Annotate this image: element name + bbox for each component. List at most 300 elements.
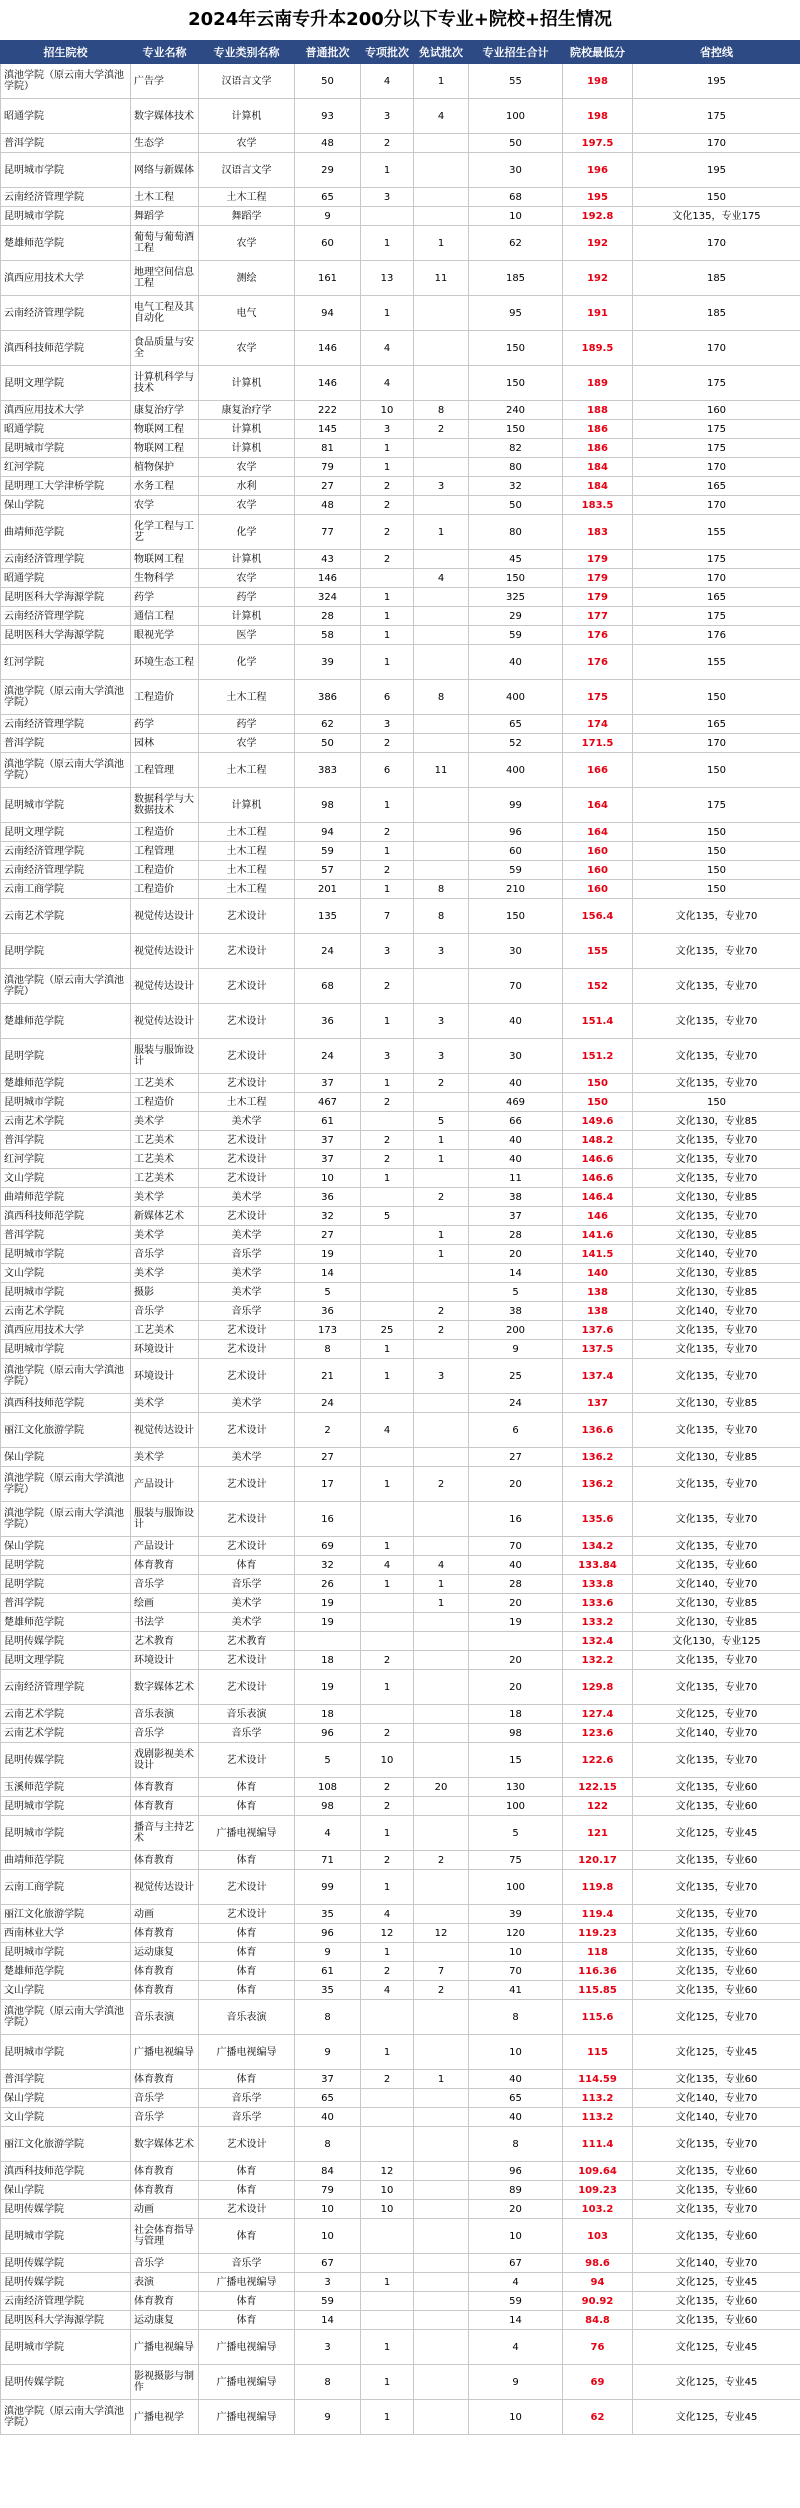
cell-exempt	[414, 2181, 469, 2200]
cell-min-score: 132.4	[563, 1632, 633, 1651]
table-row	[1, 1962, 800, 1981]
cell-exempt: 1	[414, 1150, 469, 1169]
cell-major: 植物保护	[131, 458, 199, 477]
cell-min-score: 133.6	[563, 1594, 633, 1613]
cell-total: 40	[469, 2108, 563, 2127]
cell-regular: 9	[295, 2400, 361, 2435]
cell-special: 1	[361, 588, 414, 607]
cell-major: 音乐学	[131, 1575, 199, 1594]
cell-school: 滇西应用技术大学	[1, 261, 131, 296]
cell-control-line: 文化125，专业45	[633, 2365, 800, 2400]
cell-major: 戏剧影视美术设计	[131, 1743, 199, 1778]
table-row	[1, 1039, 800, 1074]
cell-total: 100	[469, 1797, 563, 1816]
cell-regular: 60	[295, 226, 361, 261]
cell-min-score: 146.6	[563, 1169, 633, 1188]
cell-control-line: 175	[633, 607, 800, 626]
cell-special	[361, 1394, 414, 1413]
cell-school: 昆明理工大学津桥学院	[1, 477, 131, 496]
cell-special: 1	[361, 1670, 414, 1705]
cell-min-score: 175	[563, 680, 633, 715]
cell-special: 3	[361, 1039, 414, 1074]
cell-category: 艺术设计	[199, 1537, 295, 1556]
cell-category: 汉语言文学	[199, 153, 295, 188]
cell-school: 楚雄师范学院	[1, 226, 131, 261]
table-row	[1, 2292, 800, 2311]
cell-regular: 50	[295, 64, 361, 99]
cell-min-score: 129.8	[563, 1670, 633, 1705]
cell-control-line: 文化130，专业85	[633, 1613, 800, 1632]
cell-major: 新媒体艺术	[131, 1207, 199, 1226]
cell-regular: 96	[295, 1724, 361, 1743]
cell-exempt: 1	[414, 226, 469, 261]
cell-school: 昆明城市学院	[1, 1797, 131, 1816]
cell-regular: 67	[295, 2254, 361, 2273]
cell-major: 视觉传达设计	[131, 1870, 199, 1905]
table-row	[1, 2219, 800, 2254]
cell-major: 产品设计	[131, 1537, 199, 1556]
cell-min-score: 164	[563, 823, 633, 842]
cell-total: 40	[469, 2070, 563, 2089]
cell-major: 产品设计	[131, 1467, 199, 1502]
cell-regular: 201	[295, 880, 361, 899]
cell-min-score: 160	[563, 842, 633, 861]
cell-min-score: 192	[563, 226, 633, 261]
cell-special: 1	[361, 1074, 414, 1093]
cell-min-score: 183.5	[563, 496, 633, 515]
cell-school: 滇池学院（原云南大学滇池学院）	[1, 753, 131, 788]
cell-school: 滇池学院（原云南大学滇池学院）	[1, 680, 131, 715]
cell-major: 美术学	[131, 1188, 199, 1207]
cell-regular: 59	[295, 842, 361, 861]
table-row	[1, 1207, 800, 1226]
cell-major: 广告学	[131, 64, 199, 99]
cell-special: 13	[361, 261, 414, 296]
cell-control-line: 文化135，专业60	[633, 2181, 800, 2200]
page-title: 2024年云南专升本200分以下专业+院校+招生情况	[188, 9, 612, 30]
cell-min-score: 146.4	[563, 1188, 633, 1207]
cell-category: 美术学	[199, 1112, 295, 1131]
cell-category: 音乐学	[199, 1245, 295, 1264]
cell-category: 土木工程	[199, 823, 295, 842]
table-row	[1, 788, 800, 823]
cell-special	[361, 1264, 414, 1283]
cell-special: 4	[361, 331, 414, 366]
cell-major: 眼视光学	[131, 626, 199, 645]
cell-total: 10	[469, 207, 563, 226]
cell-category: 体育	[199, 1797, 295, 1816]
table-row	[1, 934, 800, 969]
cell-category: 广播电视编导	[199, 2273, 295, 2292]
cell-regular: 14	[295, 2311, 361, 2330]
cell-min-score: 115	[563, 2035, 633, 2070]
cell-exempt: 8	[414, 401, 469, 420]
cell-regular: 48	[295, 134, 361, 153]
cell-total: 25	[469, 1359, 563, 1394]
cell-school: 昆明城市学院	[1, 2219, 131, 2254]
cell-control-line: 文化140，专业70	[633, 1245, 800, 1264]
cell-total: 59	[469, 861, 563, 880]
cell-total: 6	[469, 1413, 563, 1448]
cell-special: 1	[361, 1359, 414, 1394]
cell-school: 滇西科技师范学院	[1, 331, 131, 366]
table-row	[1, 2200, 800, 2219]
cell-category: 艺术设计	[199, 1467, 295, 1502]
cell-major: 美术学	[131, 1394, 199, 1413]
cell-category: 艺术设计	[199, 1413, 295, 1448]
cell-school: 昆明医科大学海源学院	[1, 2311, 131, 2330]
cell-exempt	[414, 823, 469, 842]
cell-min-score: 122	[563, 1797, 633, 1816]
cell-regular: 65	[295, 188, 361, 207]
cell-major: 体育教育	[131, 1851, 199, 1870]
cell-major: 药学	[131, 715, 199, 734]
cell-category: 音乐表演	[199, 1705, 295, 1724]
table-row	[1, 2311, 800, 2330]
cell-exempt: 1	[414, 1575, 469, 1594]
cell-exempt	[414, 1632, 469, 1651]
cell-exempt	[414, 2219, 469, 2254]
cell-major: 广播电视编导	[131, 2330, 199, 2365]
table-row	[1, 645, 800, 680]
cell-regular: 19	[295, 1245, 361, 1264]
cell-major: 表演	[131, 2273, 199, 2292]
cell-exempt: 2	[414, 1981, 469, 2000]
cell-category: 体育	[199, 2311, 295, 2330]
cell-total: 185	[469, 261, 563, 296]
cell-regular: 146	[295, 331, 361, 366]
cell-school: 云南经济管理学院	[1, 715, 131, 734]
table-row	[1, 1651, 800, 1670]
cell-regular	[295, 1632, 361, 1651]
cell-category: 广播电视编导	[199, 2035, 295, 2070]
cell-category: 美术学	[199, 1226, 295, 1245]
cell-control-line: 文化130，专业85	[633, 1226, 800, 1245]
cell-regular: 68	[295, 969, 361, 1004]
cell-total: 100	[469, 99, 563, 134]
table-row	[1, 1448, 800, 1467]
cell-major: 电气工程及其自动化	[131, 296, 199, 331]
cell-category: 艺术设计	[199, 2127, 295, 2162]
cell-school: 昭通学院	[1, 99, 131, 134]
cell-regular: 69	[295, 1537, 361, 1556]
cell-min-score: 189	[563, 366, 633, 401]
cell-total: 9	[469, 2365, 563, 2400]
cell-special: 2	[361, 734, 414, 753]
cell-regular: 24	[295, 1394, 361, 1413]
cell-regular: 29	[295, 153, 361, 188]
cell-control-line: 文化135，专业70	[633, 969, 800, 1004]
cell-control-line: 文化135，专业70	[633, 1169, 800, 1188]
cell-school: 红河学院	[1, 645, 131, 680]
cell-min-score: 176	[563, 626, 633, 645]
cell-category: 土木工程	[199, 188, 295, 207]
cell-special: 2	[361, 1962, 414, 1981]
cell-exempt	[414, 788, 469, 823]
cell-category: 艺术设计	[199, 1150, 295, 1169]
cell-category: 音乐学	[199, 2089, 295, 2108]
cell-exempt	[414, 2108, 469, 2127]
cell-special: 2	[361, 477, 414, 496]
cell-total: 80	[469, 515, 563, 550]
cell-category: 广播电视编导	[199, 2365, 295, 2400]
cell-total: 469	[469, 1093, 563, 1112]
cell-major: 动画	[131, 1905, 199, 1924]
cell-exempt: 11	[414, 261, 469, 296]
cell-school: 楚雄师范学院	[1, 1613, 131, 1632]
cell-control-line: 150	[633, 861, 800, 880]
table-row	[1, 715, 800, 734]
cell-total: 30	[469, 153, 563, 188]
cell-special: 2	[361, 1778, 414, 1797]
cell-min-score: 189.5	[563, 331, 633, 366]
cell-regular: 222	[295, 401, 361, 420]
cell-exempt	[414, 2000, 469, 2035]
cell-school: 文山学院	[1, 1169, 131, 1188]
table-row	[1, 207, 800, 226]
cell-min-score: 151.4	[563, 1004, 633, 1039]
table-row	[1, 1188, 800, 1207]
cell-min-score: 150	[563, 1093, 633, 1112]
cell-total: 9	[469, 1340, 563, 1359]
cell-major: 音乐表演	[131, 1705, 199, 1724]
cell-major: 美术学	[131, 1448, 199, 1467]
cell-category: 农学	[199, 134, 295, 153]
cell-min-score: 136.2	[563, 1448, 633, 1467]
cell-category: 体育	[199, 1556, 295, 1575]
cell-special	[361, 1705, 414, 1724]
cell-category: 音乐学	[199, 1575, 295, 1594]
cell-regular: 18	[295, 1651, 361, 1670]
cell-school: 昆明城市学院	[1, 2035, 131, 2070]
cell-total: 400	[469, 753, 563, 788]
table-row	[1, 1245, 800, 1264]
cell-exempt: 1	[414, 1131, 469, 1150]
cell-control-line: 165	[633, 588, 800, 607]
cell-exempt: 2	[414, 1321, 469, 1340]
table-row	[1, 1943, 800, 1962]
cell-regular: 467	[295, 1093, 361, 1112]
cell-major: 视觉传达设计	[131, 969, 199, 1004]
cell-major: 服装与服饰设计	[131, 1502, 199, 1537]
cell-category: 音乐表演	[199, 2000, 295, 2035]
table-row	[1, 1074, 800, 1093]
cell-exempt	[414, 626, 469, 645]
cell-school: 保山学院	[1, 1537, 131, 1556]
cell-special	[361, 207, 414, 226]
cell-control-line: 文化140，专业70	[633, 1724, 800, 1743]
cell-min-score: 184	[563, 477, 633, 496]
cell-special: 7	[361, 899, 414, 934]
cell-major: 数字媒体艺术	[131, 2127, 199, 2162]
cell-special	[361, 1188, 414, 1207]
cell-school: 昆明城市学院	[1, 1245, 131, 1264]
cell-total: 40	[469, 1131, 563, 1150]
cell-min-score: 115.6	[563, 2000, 633, 2035]
cell-total: 50	[469, 134, 563, 153]
cell-exempt	[414, 1870, 469, 1905]
cell-total: 50	[469, 496, 563, 515]
cell-special	[361, 1502, 414, 1537]
cell-category: 计算机	[199, 550, 295, 569]
cell-total: 30	[469, 1039, 563, 1074]
cell-special	[361, 2292, 414, 2311]
cell-total: 8	[469, 2127, 563, 2162]
cell-control-line: 170	[633, 134, 800, 153]
cell-special: 2	[361, 2070, 414, 2089]
cell-exempt	[414, 188, 469, 207]
cell-total: 240	[469, 401, 563, 420]
cell-control-line: 文化135，专业60	[633, 2311, 800, 2330]
cell-min-score: 115.85	[563, 1981, 633, 2000]
cell-control-line: 175	[633, 550, 800, 569]
cell-school: 昆明城市学院	[1, 1340, 131, 1359]
cell-total: 100	[469, 1870, 563, 1905]
cell-control-line: 文化135，专业70	[633, 1207, 800, 1226]
cell-special: 25	[361, 1321, 414, 1340]
cell-exempt	[414, 207, 469, 226]
cell-min-score: 192.8	[563, 207, 633, 226]
cell-exempt: 1	[414, 1245, 469, 1264]
cell-school: 普洱学院	[1, 134, 131, 153]
table-row	[1, 1724, 800, 1743]
cell-control-line: 175	[633, 99, 800, 134]
cell-category: 艺术设计	[199, 1359, 295, 1394]
cell-school: 昆明城市学院	[1, 153, 131, 188]
cell-regular: 99	[295, 1870, 361, 1905]
cell-control-line: 文化135，专业70	[633, 1502, 800, 1537]
cell-special: 3	[361, 188, 414, 207]
table-row	[1, 1743, 800, 1778]
cell-category: 计算机	[199, 607, 295, 626]
cell-major: 工程造价	[131, 861, 199, 880]
cell-min-score: 137.5	[563, 1340, 633, 1359]
cell-regular: 37	[295, 1074, 361, 1093]
cell-control-line: 文化125，专业70	[633, 2000, 800, 2035]
cell-special: 1	[361, 1004, 414, 1039]
cell-category: 化学	[199, 645, 295, 680]
cell-exempt: 11	[414, 753, 469, 788]
cell-school: 文山学院	[1, 1264, 131, 1283]
cell-control-line: 175	[633, 439, 800, 458]
cell-major: 美术学	[131, 1112, 199, 1131]
cell-special: 6	[361, 680, 414, 715]
cell-regular: 16	[295, 1502, 361, 1537]
cell-regular: 77	[295, 515, 361, 550]
cell-exempt	[414, 645, 469, 680]
cell-school: 普洱学院	[1, 1594, 131, 1613]
cell-special: 1	[361, 458, 414, 477]
cell-exempt	[414, 366, 469, 401]
cell-special	[361, 1594, 414, 1613]
cell-min-score: 94	[563, 2273, 633, 2292]
table-row	[1, 842, 800, 861]
cell-regular: 4	[295, 1816, 361, 1851]
cell-total: 38	[469, 1302, 563, 1321]
cell-regular: 145	[295, 420, 361, 439]
cell-category: 艺术设计	[199, 1743, 295, 1778]
cell-control-line: 文化135，专业60	[633, 2162, 800, 2181]
cell-special	[361, 1245, 414, 1264]
cell-category: 美术学	[199, 1283, 295, 1302]
cell-control-line: 文化135，专业60	[633, 1556, 800, 1575]
cell-min-score: 138	[563, 1302, 633, 1321]
cell-major: 绘画	[131, 1594, 199, 1613]
cell-major: 工程造价	[131, 1093, 199, 1112]
cell-category: 计算机	[199, 366, 295, 401]
table-row	[1, 64, 800, 99]
cell-total: 55	[469, 64, 563, 99]
cell-regular: 36	[295, 1302, 361, 1321]
cell-exempt	[414, 2127, 469, 2162]
cell-total: 210	[469, 880, 563, 899]
cell-min-score: 69	[563, 2365, 633, 2400]
cell-total: 30	[469, 934, 563, 969]
cell-total: 11	[469, 1169, 563, 1188]
cell-total: 40	[469, 1150, 563, 1169]
cell-category: 艺术设计	[199, 1039, 295, 1074]
cell-min-score: 166	[563, 753, 633, 788]
cell-total: 130	[469, 1778, 563, 1797]
cell-control-line: 195	[633, 64, 800, 99]
cell-category: 艺术设计	[199, 899, 295, 934]
cell-exempt	[414, 842, 469, 861]
cell-min-score: 186	[563, 439, 633, 458]
cell-school: 云南经济管理学院	[1, 550, 131, 569]
cell-control-line: 文化130，专业125	[633, 1632, 800, 1651]
table-row	[1, 1613, 800, 1632]
cell-regular: 27	[295, 1226, 361, 1245]
cell-special	[361, 1632, 414, 1651]
cell-special: 1	[361, 1870, 414, 1905]
cell-control-line: 185	[633, 296, 800, 331]
cell-major: 服装与服饰设计	[131, 1039, 199, 1074]
table-row	[1, 1394, 800, 1413]
table-row	[1, 1169, 800, 1188]
cell-control-line: 文化135，专业70	[633, 934, 800, 969]
cell-control-line: 文化130，专业85	[633, 1283, 800, 1302]
cell-control-line: 170	[633, 458, 800, 477]
cell-special: 2	[361, 1851, 414, 1870]
cell-school: 文山学院	[1, 2108, 131, 2127]
cell-category: 美术学	[199, 1613, 295, 1632]
cell-exempt	[414, 607, 469, 626]
table-row	[1, 1004, 800, 1039]
cell-school: 云南艺术学院	[1, 1112, 131, 1131]
cell-total: 40	[469, 1004, 563, 1039]
cell-regular: 61	[295, 1112, 361, 1131]
cell-major: 播音与主持艺术	[131, 1816, 199, 1851]
cell-category: 计算机	[199, 788, 295, 823]
table-row	[1, 607, 800, 626]
cell-category: 体育	[199, 1778, 295, 1797]
cell-regular: 383	[295, 753, 361, 788]
table-row	[1, 1797, 800, 1816]
cell-total: 67	[469, 2254, 563, 2273]
cell-exempt	[414, 1797, 469, 1816]
cell-exempt	[414, 1613, 469, 1632]
cell-control-line: 文化125，专业70	[633, 1705, 800, 1724]
cell-major: 工艺美术	[131, 1131, 199, 1150]
table-row	[1, 861, 800, 880]
cell-major: 美术学	[131, 1264, 199, 1283]
cell-min-score: 179	[563, 550, 633, 569]
cell-min-score: 179	[563, 588, 633, 607]
cell-special: 3	[361, 99, 414, 134]
cell-category: 艺术设计	[199, 1340, 295, 1359]
cell-exempt	[414, 2292, 469, 2311]
cell-major: 视觉传达设计	[131, 1004, 199, 1039]
